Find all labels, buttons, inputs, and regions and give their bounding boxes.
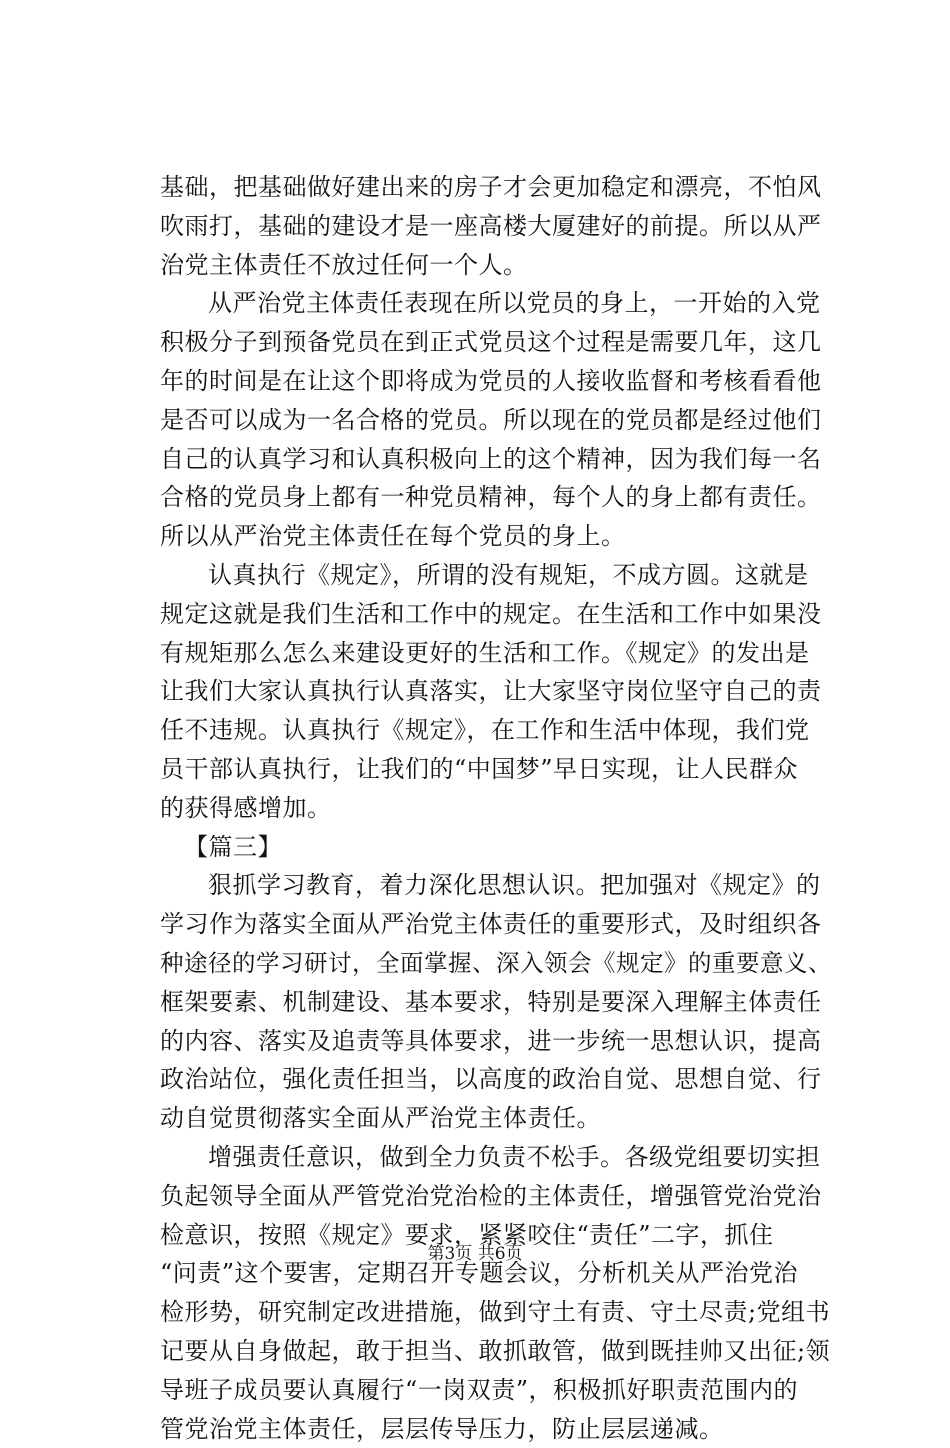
text-line: 有规矩那么怎么来建设更好的生活和工作。《规定》的发出是	[160, 634, 840, 673]
text-line: 认真执行《规定》，所谓的没有规矩，不成方圆。这就是	[160, 556, 840, 595]
section-heading: 【篇三】	[160, 828, 840, 867]
page-footer: 第3页 共6页	[0, 1242, 950, 1266]
text-line: 导班子成员要认真履行“一岗双责”，积极抓好职责范围内的	[160, 1371, 840, 1410]
text-line: 规定这就是我们生活和工作中的规定。在生活和工作中如果没	[160, 595, 840, 634]
text-line: 种途径的学习研讨，全面掌握、深入领会《规定》的重要意义、	[160, 944, 840, 983]
text-line: 检形势，研究制定改进措施，做到守土有责、守土尽责;党组书	[160, 1293, 840, 1332]
text-line: 政治站位，强化责任担当，以高度的政治自觉、思想自觉、行	[160, 1060, 840, 1099]
text-line: 积极分子到预备党员在到正式党员这个过程是需要几年，这几	[160, 323, 840, 362]
text-line: 是否可以成为一名合格的党员。所以现在的党员都是经过他们	[160, 401, 840, 440]
text-line: 的内容、落实及追责等具体要求，进一步统一思想认识，提高	[160, 1022, 840, 1061]
text-line: 年的时间是在让这个即将成为党员的人接收监督和考核看看他	[160, 362, 840, 401]
text-line: 从严治党主体责任表现在所以党员的身上，一开始的入党	[160, 284, 840, 323]
text-line: 所以从严治党主体责任在每个党员的身上。	[160, 517, 840, 556]
text-line: 增强责任意识，做到全力负责不松手。各级党组要切实担	[160, 1138, 840, 1177]
text-line: 自己的认真学习和认真积极向上的这个精神，因为我们每一名	[160, 440, 840, 479]
text-line: 基础，把基础做好建出来的房子才会更加稳定和漂亮，不怕风	[160, 168, 840, 207]
text-line: 检意识，按照《规定》要求，紧紧咬住“责任”二字，抓住	[160, 1216, 840, 1255]
text-line: 的获得感增加。	[160, 789, 840, 828]
text-line: 管党治党主体责任，层层传导压力，防止层层递减。	[160, 1410, 840, 1448]
text-line: 让我们大家认真执行认真落实，让大家坚守岗位坚守自己的责	[160, 672, 840, 711]
text-line: 框架要素、机制建设、基本要求，特别是要深入理解主体责任	[160, 983, 840, 1022]
text-line: “问责”这个要害，定期召开专题会议，分析机关从严治党治	[160, 1254, 840, 1293]
text-line: 任不违规。认真执行《规定》，在工作和生活中体现，我们党	[160, 711, 840, 750]
text-line: 负起领导全面从严管党治党治检的主体责任，增强管党治党治	[160, 1177, 840, 1216]
text-line: 狠抓学习教育，着力深化思想认识。把加强对《规定》的	[160, 866, 840, 905]
text-line: 吹雨打，基础的建设才是一座高楼大厦建好的前提。所以从严	[160, 207, 840, 246]
text-line: 合格的党员身上都有一种党员精神，每个人的身上都有责任。	[160, 478, 840, 517]
text-line: 员干部认真执行，让我们的“中国梦”早日实现，让人民群众	[160, 750, 840, 789]
text-line: 动自觉贯彻落实全面从严治党主体责任。	[160, 1099, 840, 1138]
text-line: 学习作为落实全面从严治党主体责任的重要形式，及时组织各	[160, 905, 840, 944]
text-line: 治党主体责任不放过任何一个人。	[160, 246, 840, 285]
text-line: 记要从自身做起，敢于担当、敢抓敢管，做到既挂帅又出征;领	[160, 1332, 840, 1371]
